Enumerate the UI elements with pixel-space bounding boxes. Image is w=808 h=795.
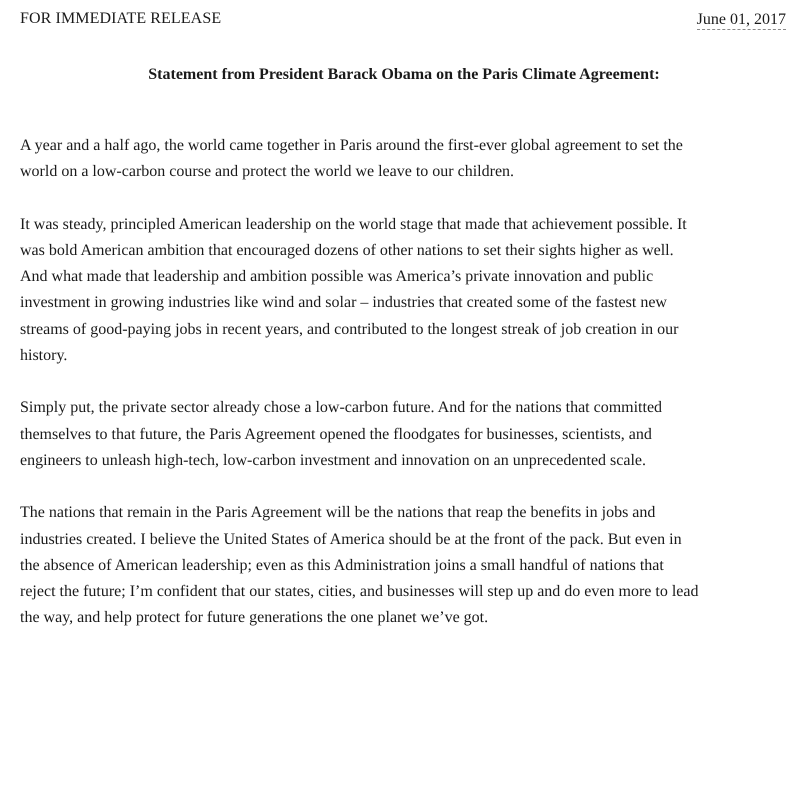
paragraph-1 <box>20 133 790 185</box>
paragraph-line: the absence of American leadership; even as this Administration joins a small handful of nations that <box>20 556 664 574</box>
paragraph-2 <box>20 212 790 369</box>
paragraph-4 <box>20 500 790 631</box>
paragraph-line: Simply put, the private sector already chose a low-carbon future. And for the nations that committed <box>20 399 663 417</box>
release-date: June 01, 2017 <box>696 11 786 28</box>
release-label: FOR IMMEDIATE RELEASE <box>20 10 222 27</box>
paragraph-line: A year and a half ago, the world came together in Paris around the first-ever global agreement to set the <box>20 137 683 154</box>
paragraph-line: reject the future; I’m confident that our states, cities, and businesses will step up and do even more to lead <box>20 583 699 601</box>
paragraph-line: investment in growing industries like wind and solar – industries that created some of the fastest new <box>20 294 667 312</box>
statement-body <box>20 133 790 658</box>
paragraph-line: themselves to that future, the Paris Agreement opened the floodgates for businesses, scientists, and <box>20 425 652 443</box>
paragraph-line: It was steady, principled American leadership on the world stage that made that achievement possible. It <box>20 215 687 233</box>
paragraph-line: the way, and help protect for future generations the one planet we’ve got. <box>20 609 489 627</box>
paragraph-line: industries created. I believe the United States of America should be at the front of the pack. But even in <box>20 530 682 548</box>
paragraph-3 <box>20 395 790 474</box>
paragraph-line: world on a low-carbon course and protect the world we leave to our children. <box>20 163 515 181</box>
statement-title: Statement from President Barack Obama on the Paris Climate Agreement: <box>148 66 660 83</box>
paragraph-line: And what made that leadership and ambition possible was America’s private innovation and public <box>20 268 654 286</box>
paragraph-line: was bold American ambition that encouraged dozens of other nations to set their sights higher as well. <box>20 242 674 259</box>
paragraph-line: The nations that remain in the Paris Agreement will be the nations that reap the benefits in jobs and <box>20 504 656 522</box>
paragraph-line: history. <box>20 346 68 364</box>
paragraph-line: engineers to unleash high-tech, low-carbon investment and innovation on an unprecedented scale. <box>20 451 647 469</box>
paragraph-line: streams of good-paying jobs in recent years, and contributed to the longest streak of job creation in our <box>20 320 679 338</box>
